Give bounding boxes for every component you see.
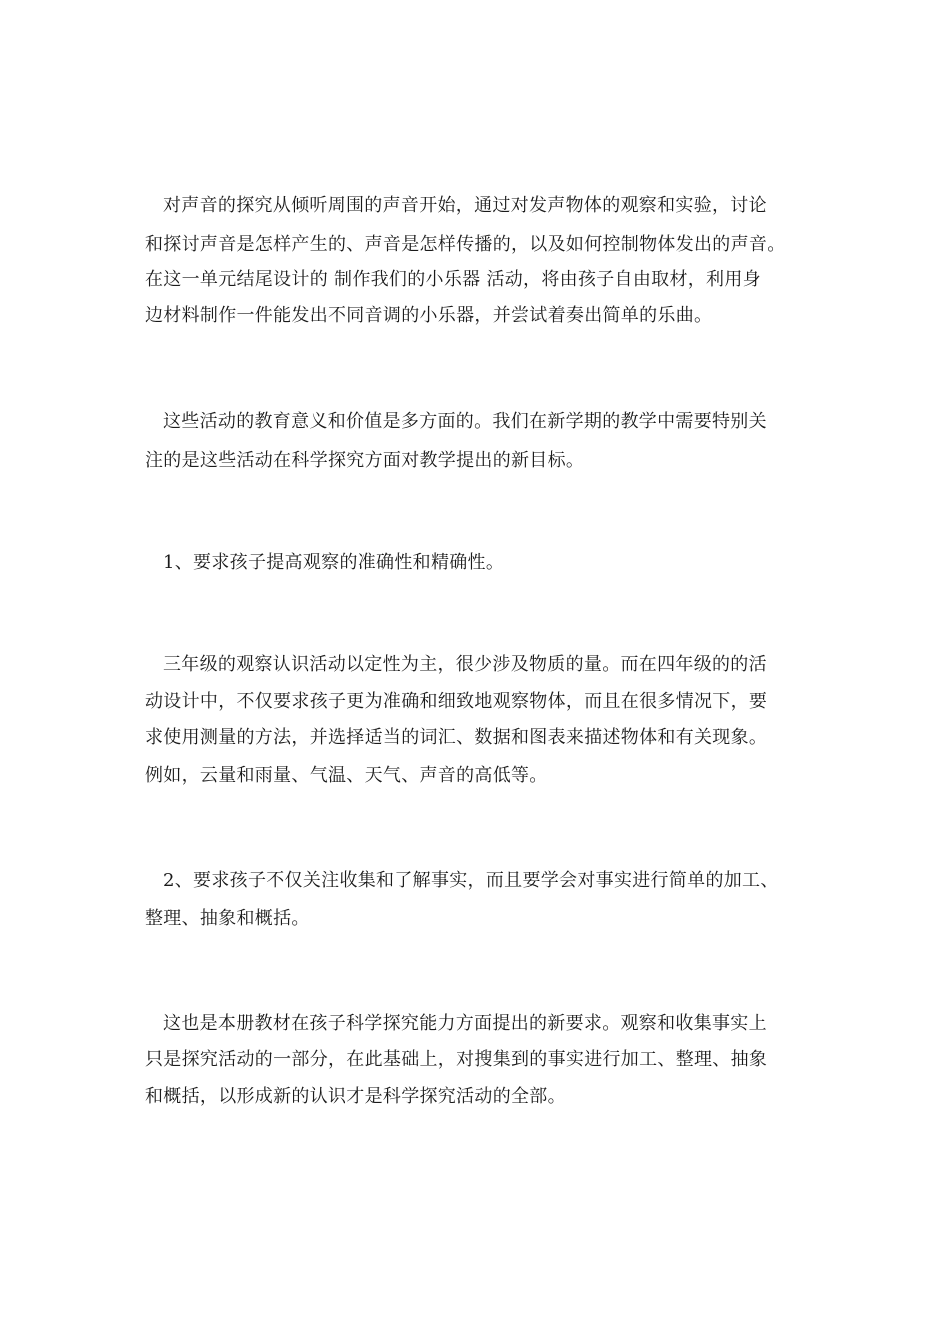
numbered-point-1: 1、要求孩子提高观察的准确性和精确性。	[163, 552, 505, 573]
paragraph-line: 这些活动的教育意义和价值是多方面的。我们在新学期的教学中需要特别关	[163, 411, 767, 432]
paragraph-line: 动设计中，不仅要求孩子更为准确和细致地观察物体，而且在很多情况下，要	[145, 691, 768, 712]
paragraph-line: 对声音的探究从倾听周围的声音开始，通过对发声物体的观察和实验，讨论	[163, 195, 767, 216]
paragraph-line: 例如，云量和雨量、气温、天气、声音的高低等。	[145, 765, 548, 786]
paragraph-line: 边材料制作一件能发出不同音调的小乐器，并尝试着奏出简单的乐曲。	[145, 305, 713, 326]
paragraph-line: 只是探究活动的一部分，在此基础上，对搜集到的事实进行加工、整理、抽象	[145, 1049, 768, 1070]
paragraph-line: 三年级的观察认识活动以定性为主，很少涉及物质的量。而在四年级的的活	[163, 654, 767, 675]
paragraph-line: 和概括，以形成新的认识才是科学探究活动的全部。	[145, 1086, 566, 1107]
paragraph-line: 注的是这些活动在科学探究方面对教学提出的新目标。	[145, 450, 585, 471]
paragraph-line: 在这一单元结尾设计的 制作我们的小乐器 活动，将由孩子自由取材，利用身	[145, 269, 761, 290]
paragraph-line: 整理、抽象和概括。	[145, 908, 310, 929]
paragraph-line: 求使用测量的方法，并选择适当的词汇、数据和图表来描述物体和有关现象。	[145, 727, 768, 748]
paragraph-line: 和探讨声音是怎样产生的、声音是怎样传播的，以及如何控制物体发出的声音。	[145, 234, 786, 255]
paragraph-line: 这也是本册教材在孩子科学探究能力方面提出的新要求。观察和收集事实上	[163, 1013, 767, 1034]
numbered-point-2: 2、要求孩子不仅关注收集和了解事实，而且要学会对事实进行简单的加工、	[163, 870, 779, 891]
